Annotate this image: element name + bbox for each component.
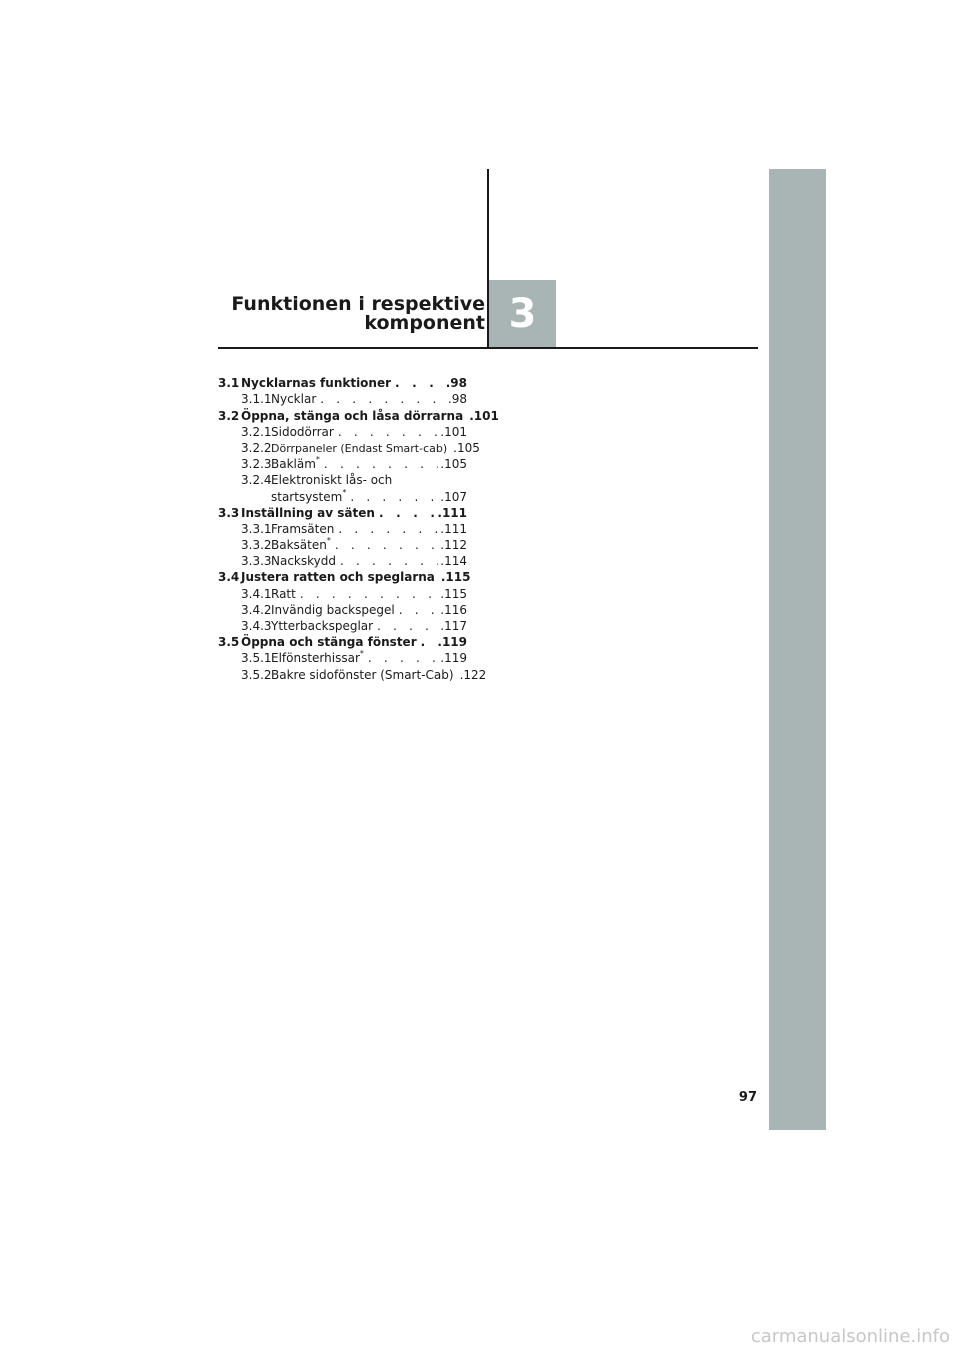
chapter-title [185,295,485,333]
asterisk-mark: * [315,455,320,465]
toc-entry-3-5-2[interactable] [218,665,487,682]
toc-entry-3-4-3[interactable] [218,617,467,633]
toc-title: Öppna, stänga och låsa dörrarna [241,408,464,423]
toc-page: .115 [440,586,467,601]
toc-title: Elektroniskt lås- och [271,473,393,488]
toc-page: .116 [440,602,467,617]
toc-number: 3.4 [218,570,240,585]
toc-number: 3.2.4 [241,473,272,488]
toc-number: 3.4.1 [241,586,272,601]
toc-entry-3-2-4[interactable] [218,471,467,487]
asterisk-mark: * [326,536,331,546]
toc-leader [364,651,438,665]
toc-page: .111 [437,505,467,520]
toc-number: 3.5.1 [241,651,272,666]
toc-page: .105 [440,457,467,472]
toc-page: .98 [445,376,467,391]
toc-leader [320,457,438,471]
toc-leader [331,538,438,552]
page-number: 97 [738,1090,757,1105]
toc-entry-3-3-1[interactable] [218,520,467,536]
toc-entry-3-2-2[interactable] [218,439,480,455]
toc-number: 3.3.1 [241,521,272,536]
toc-leader [391,376,444,390]
toc-title: Nycklar [271,392,317,407]
toc-entry-3-3[interactable] [218,504,467,520]
toc-entry-3-2-4-continued[interactable] [218,487,467,503]
toc-number: 3.3.2 [241,538,272,553]
toc-leader [334,425,438,439]
toc-number: 3.2.3 [241,457,272,472]
toc-entry-3-3-2[interactable] [218,536,467,552]
asterisk-mark: * [342,487,347,497]
chapter-title-line2: komponent [364,312,485,334]
toc-entry-3-2[interactable] [218,406,499,423]
toc-entry-3-4-1[interactable] [218,584,467,600]
toc-title [271,651,364,665]
toc-title: Inställning av säten [241,505,375,520]
toc-leader [395,603,439,617]
toc-number: 3.5 [218,635,240,650]
toc-title: Öppna och stänga fönster [241,635,417,650]
toc-page: .117 [440,619,467,633]
toc-title-text: Baksäten [271,538,327,553]
toc-title-text: Elfönsterhissar [271,651,360,666]
chapter-number-box [489,280,556,347]
toc-number: 3.1 [218,376,240,391]
watermark: carmanualsonline.info [750,1326,950,1347]
toc-title: Framsäten [271,521,335,536]
toc-page: .119 [440,651,467,666]
toc-page: .101 [469,408,499,423]
toc-entry-3-1[interactable] [218,374,467,390]
chapter-side-tab [769,169,826,1130]
toc-entry-3-1-1[interactable] [218,390,467,406]
toc-number: 3.1.1 [241,392,272,407]
toc-title-text: startsystem [271,489,343,504]
toc-page: .112 [440,538,467,553]
toc-entry-3-2-3[interactable] [218,455,467,471]
asterisk-mark: * [359,649,364,659]
table-of-contents [218,374,499,682]
toc-number: 3.3.3 [241,554,272,569]
toc-title [271,487,347,504]
toc-entry-3-3-3[interactable] [218,552,467,568]
toc-leader [334,522,438,536]
toc-title: Ratt [271,586,296,601]
toc-number: 3.5.2 [241,667,272,682]
toc-leader [417,635,436,649]
toc-number: 3.2.2 [241,440,272,455]
toc-page: .111 [440,521,467,536]
toc-leader [336,554,438,568]
toc-page: .101 [440,424,467,439]
toc-leader [346,490,438,504]
toc-title: Dörrpaneler (Endast Smart-cab) [271,441,448,455]
toc-page: .105 [453,440,480,455]
toc-number: 3.4.3 [241,619,272,633]
toc-page: .107 [440,489,467,504]
toc-title: Invändig backspegel [271,602,395,617]
toc-title: Ytterbackspeglar [271,619,374,633]
toc-leader [375,506,435,520]
chapter-title-line1: Funktionen i respektive [231,293,485,315]
toc-title: Justera ratten och speglarna [241,570,435,585]
toc-page: .122 [459,667,487,682]
toc-entry-3-2-1[interactable] [218,423,467,439]
toc-title: Nackskydd [271,554,336,569]
toc-title [271,457,320,471]
toc-number: 3.2 [218,408,240,423]
toc-title-text: Bakläm [271,457,316,472]
chapter-number: 3 [508,290,537,337]
toc-title: Sidodörrar [271,424,334,439]
toc-entry-3-4[interactable] [218,568,471,585]
toc-number: 3.4.2 [241,602,272,617]
toc-title [271,538,331,552]
toc-leader [316,392,446,406]
toc-leader [373,619,438,633]
toc-leader [296,587,438,601]
horizontal-divider [218,347,758,349]
toc-entry-3-4-2[interactable] [218,601,467,617]
toc-title: Bakre sidofönster (Smart-Cab) [271,667,454,682]
toc-entry-3-5-1[interactable] [218,649,467,665]
toc-page: .119 [437,635,467,650]
toc-page: .115 [440,570,471,585]
toc-title: Nycklarnas funktioner [241,376,392,391]
toc-number: 3.3 [218,505,240,520]
toc-page: .98 [447,392,467,407]
toc-entry-3-5[interactable] [218,633,467,649]
toc-page: .114 [440,554,467,569]
toc-number: 3.2.1 [241,424,272,439]
